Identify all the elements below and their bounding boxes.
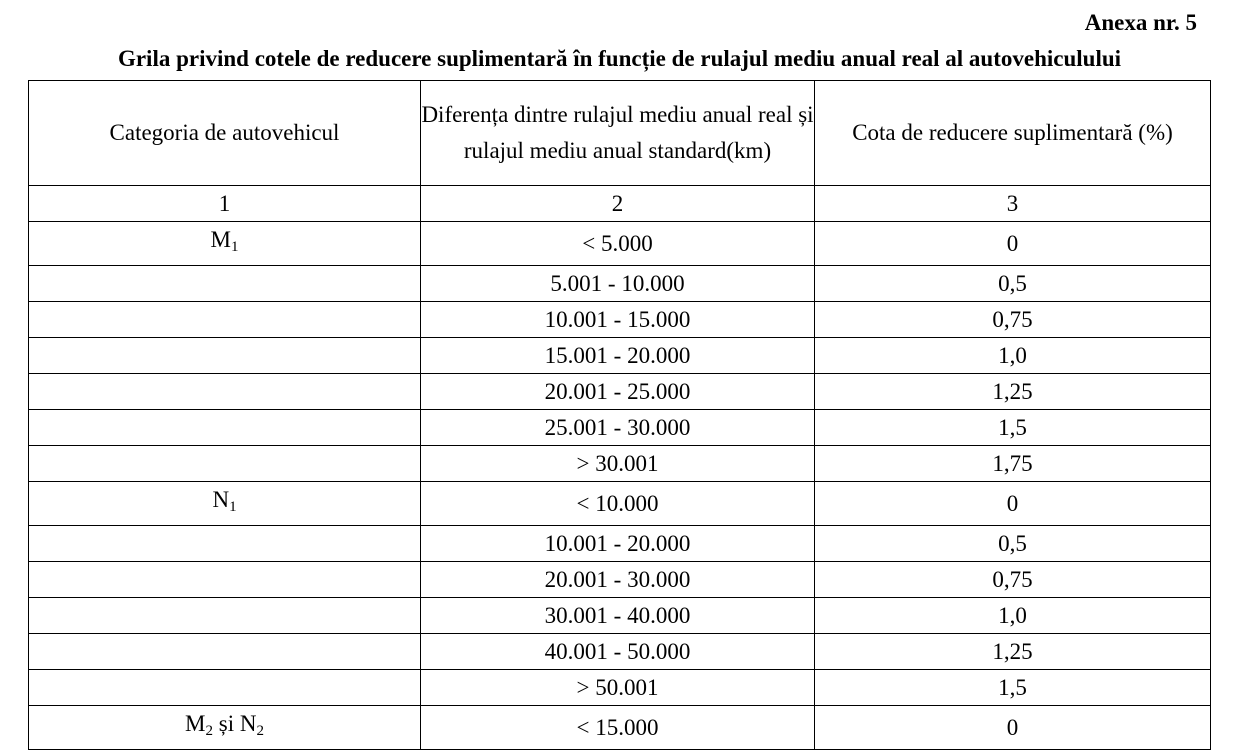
reduction-rate-cell: 1,0 (815, 338, 1211, 374)
reduction-rate-cell: 1,0 (815, 598, 1211, 634)
column-number: 3 (815, 186, 1211, 222)
reduction-rate-cell: 1,5 (815, 670, 1211, 706)
reduction-rate-cell: 1,5 (815, 410, 1211, 446)
vehicle-category-cell (29, 706, 421, 750)
table-row (29, 222, 1211, 266)
vehicle-category-cell (29, 446, 421, 482)
mileage-range-cell: 15.001 - 20.000 (421, 338, 815, 374)
table-row (29, 670, 1211, 706)
mileage-range-cell: 20.001 - 30.000 (421, 562, 815, 598)
mileage-range-cell: < 10.000 (421, 482, 815, 526)
reduction-rate-cell: 0,75 (815, 562, 1211, 598)
mileage-range-cell: < 15.000 (421, 706, 815, 750)
table-row (29, 482, 1211, 526)
vehicle-category: N (212, 487, 230, 512)
vehicle-category: M (210, 227, 231, 252)
vehicle-category-cell (29, 598, 421, 634)
table-row (29, 338, 1211, 374)
mileage-range-cell: > 50.001 (421, 670, 815, 706)
vehicle-category-cell (29, 562, 421, 598)
table-row (29, 446, 1211, 482)
table-row (29, 302, 1211, 338)
table-row (29, 598, 1211, 634)
table-row (29, 374, 1211, 410)
vehicle-category-subscript: 1 (229, 499, 237, 515)
document-title: Grila privind cotele de reducere suplimentară în funcție de rulajul mediu anual real al autovehiculului (117, 46, 1122, 71)
vehicle-category-cell (29, 338, 421, 374)
mileage-range-cell: 20.001 - 25.000 (421, 374, 815, 410)
table-row (29, 526, 1211, 562)
mileage-range-cell: 40.001 - 50.000 (421, 634, 815, 670)
vehicle-category-subscript: 2 (205, 723, 213, 739)
column-number: 1 (29, 186, 421, 222)
reduction-rate-cell: 0 (815, 482, 1211, 526)
reduction-rate-cell: 0 (815, 222, 1211, 266)
column-number: 2 (421, 186, 815, 222)
vehicle-category: M (185, 711, 206, 736)
header-vehicle-category: Categoria de autovehicul (29, 81, 421, 186)
header-mileage-difference: Diferența dintre rulajul mediu anual real și rulajul mediu anual standard(km) (421, 81, 815, 186)
vehicle-category-cell (29, 266, 421, 302)
header-reduction-rate: Cota de reducere suplimentară (%) (815, 81, 1211, 186)
mileage-range-cell: 10.001 - 20.000 (421, 526, 815, 562)
vehicle-category-cell (29, 302, 421, 338)
reduction-rate-cell: 1,25 (815, 374, 1211, 410)
vehicle-category-cell (29, 222, 421, 266)
vehicle-category-cell (29, 482, 421, 526)
mileage-range-cell: 25.001 - 30.000 (421, 410, 815, 446)
mileage-range-cell: 5.001 - 10.000 (421, 266, 815, 302)
reduction-table (28, 80, 1211, 750)
table-row (29, 410, 1211, 446)
annex-label: Anexa nr. 5 (1084, 10, 1197, 35)
vehicle-category-cell (29, 526, 421, 562)
vehicle-category-subscript: 1 (230, 239, 239, 255)
table-row (29, 562, 1211, 598)
vehicle-category-subscript: 2 (256, 723, 264, 739)
mileage-range-cell: < 5.000 (421, 222, 815, 266)
mileage-range-cell: 30.001 - 40.000 (421, 598, 815, 634)
reduction-rate-cell: 1,75 (815, 446, 1211, 482)
table-row (29, 266, 1211, 302)
vehicle-category-connector: și N (213, 711, 257, 736)
reduction-rate-cell: 1,25 (815, 634, 1211, 670)
reduction-rate-cell: 0,5 (815, 526, 1211, 562)
vehicle-category-cell (29, 670, 421, 706)
vehicle-category-cell (29, 374, 421, 410)
header-row (29, 81, 1211, 186)
vehicle-category-cell (29, 634, 421, 670)
column-number-row (29, 186, 1211, 222)
table-row (29, 634, 1211, 670)
vehicle-category-cell (29, 410, 421, 446)
reduction-rate-cell: 0,5 (815, 266, 1211, 302)
table-row (29, 706, 1211, 750)
mileage-range-cell: > 30.001 (421, 446, 815, 482)
mileage-range-cell: 10.001 - 15.000 (421, 302, 815, 338)
reduction-rate-cell: 0 (815, 706, 1211, 750)
reduction-rate-cell: 0,75 (815, 302, 1211, 338)
